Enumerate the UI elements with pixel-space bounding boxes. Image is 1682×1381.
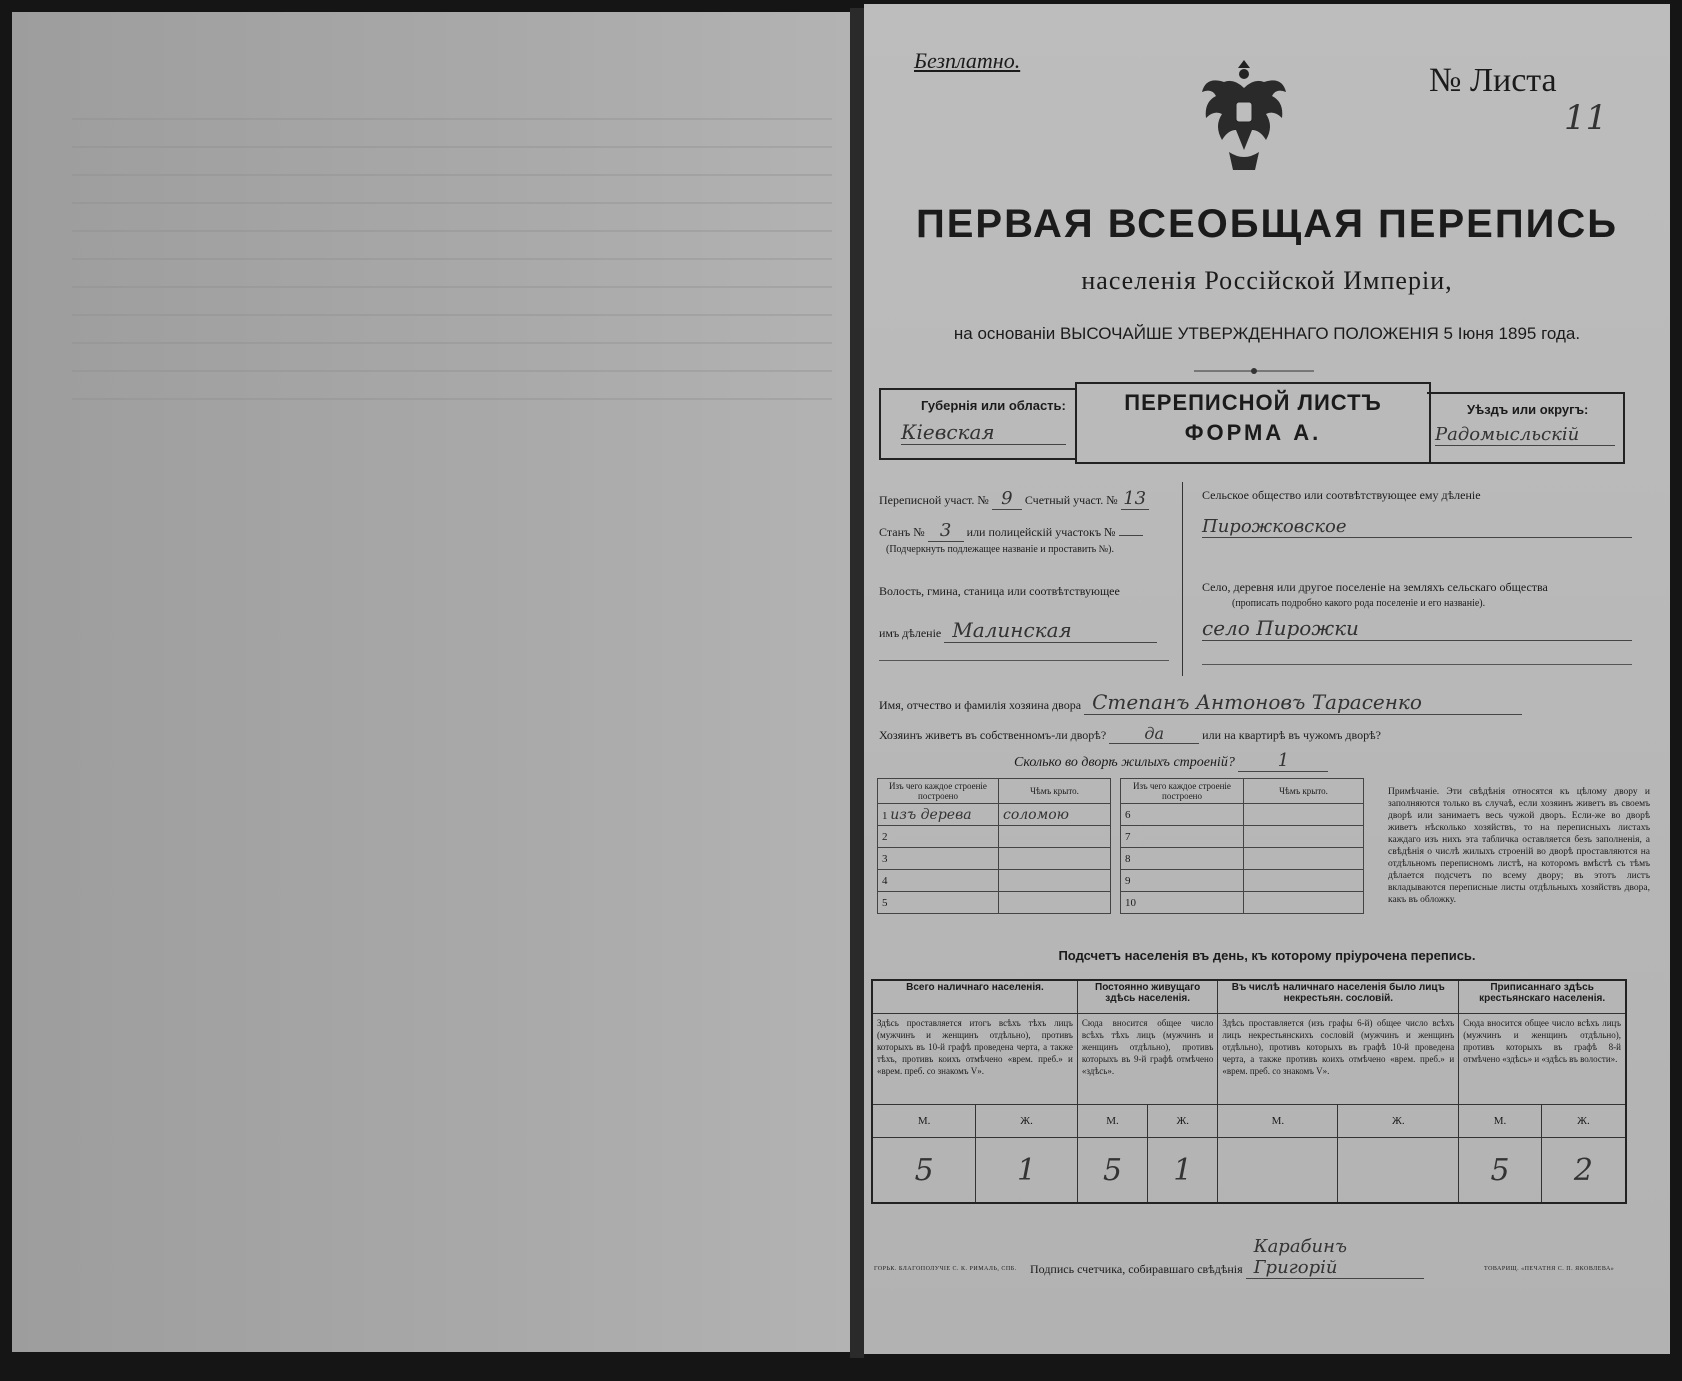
underline-note: (Подчеркнуть подлежащее названіе и проставить №). (886, 544, 1114, 555)
table-row: 3 (878, 848, 1111, 870)
sheet-number-label: № Листа (1429, 62, 1557, 99)
pop-head-3: Въ числѣ наличнаго населенія было лицъ некрестьян. сословій. (1218, 980, 1459, 1014)
village-label: Село, деревня или другое поселеніе на земляхъ сельскаго общества (1202, 580, 1548, 594)
volost-extra-line (879, 660, 1169, 661)
population-title: Подсчетъ населенія въ день, къ которому пріурочена перепись. (1058, 948, 1476, 963)
table-row: 8 (1121, 848, 1364, 870)
volost-label: Волость, гмина, станица или соотвѣтствующее (879, 584, 1120, 598)
gubernia-value: Кіевская (901, 420, 1066, 445)
nonpeasant-male-value (1218, 1138, 1338, 1204)
pop-desc-2: Сюда вносится общее число всѣхъ тѣхъ лицъ (мужчинъ и женщинъ отдѣльно), противъ которыхъ въ 9-й графѣ отмѣчено «здѣсь». (1077, 1014, 1218, 1105)
resident-male-value: 5 (1077, 1138, 1147, 1204)
table-row: 4 (878, 870, 1111, 892)
form-subtitle: населенія Россійской Имперіи, (1081, 266, 1453, 295)
district-line: Переписной участ. № 9 Счетный участ. № 13 (879, 488, 1149, 510)
peasant-female-value: 2 (1541, 1138, 1626, 1204)
yard-line: Хозяинъ живетъ въ собственномъ-ли дворѣ? да или на квартирѣ въ чужомъ дворѣ? (879, 724, 1381, 743)
stan-line: Станъ № 3 или полицейскій участокъ № (879, 520, 1169, 542)
pop-desc-4: Сюда вносится общее число всѣхъ лицъ (мужчинъ и женщинъ отдѣльно), противъ которыхъ въ графѣ 8-й отмѣчено «здѣсь» и «здѣсь въ волости». (1459, 1014, 1626, 1105)
total-male-value: 5 (872, 1138, 976, 1204)
note-text: Примѣчаніе. Эти свѣдѣнія относятся къ цѣлому двору и заполняются только въ случаѣ, если хозяинъ живетъ въ своемъ дворѣ или занимаетъ весь чужой дворъ. Если-же во дворѣ живетъ нѣсколько хозяйствъ, то на переписныхъ листахъ каждаго изъ нихъ эта табличка оставляется безъ заполненія, а свѣдѣнія о числѣ жилыхъ строеній во дворѣ проставляются на отдѣльномъ переписномъ листѣ, на которомъ вмѣстѣ съ тѣмъ дѣлается подсчетъ по всему двору; въ этотъ листъ вкладываются переписные листы отдѣльныхъ хозяйствъ двора, какъ въ обложку. (1388, 787, 1650, 905)
printer-left: ГОРЬК. БЛАГОПОЛУЧІЕ С. К. РИМАЛЬ, СПБ. (874, 1266, 1017, 1272)
table-row: 1 изъ дерева соломою (878, 804, 1111, 826)
village-value: село Пирожки (1202, 616, 1632, 641)
resident-female-value: 1 (1148, 1138, 1218, 1204)
form-name-box: ПЕРЕПИСНОЙ ЛИСТЪ ФОРМА А. (1075, 382, 1431, 464)
table-row: 9 (1121, 870, 1364, 892)
book-spine (850, 8, 864, 1358)
table-row: 2 (878, 826, 1111, 848)
pop-head-2: Постоянно живущаго здѣсь населенія. (1077, 980, 1218, 1014)
double-headed-eagle-icon (1194, 52, 1294, 182)
uezd-box: Уѣздъ или округъ: Радомысльскій (1427, 392, 1625, 464)
sheet-number-value: 11 (1564, 98, 1608, 138)
table-row: 6 (1121, 804, 1364, 826)
form-basis: на основаніи ВЫСОЧАЙШЕ УТВЕРЖДЕННАГО ПОЛОЖЕНІЯ 5 Іюня 1895 года. (953, 324, 1581, 343)
left-page-blank (12, 12, 850, 1352)
signature-value: Карабинъ Григорій (1246, 1236, 1424, 1279)
census-form-page (864, 4, 1670, 1354)
free-label: Безплатно. (914, 48, 1021, 73)
village-note: (прописать подробно какого рода поселеніе и его названіе). (1232, 598, 1486, 609)
form-title: ПЕРВАЯ ВСЕОБЩАЯ ПЕРЕПИСЬ (916, 202, 1618, 246)
society-value: Пирожковское (1202, 516, 1632, 538)
printer-right: ТОВАРИЩ. «ПЕЧАТНЯ С. П. ЯКОВЛЕВА» (1484, 1266, 1615, 1272)
pop-head-4: Приписаннаго здѣсь крестьянскаго населенія. (1459, 980, 1626, 1014)
nonpeasant-female-value (1338, 1138, 1459, 1204)
column-separator (1182, 482, 1183, 676)
table-row: 10 (1121, 892, 1364, 914)
pop-desc-1: Здѣсь проставляется итогъ всѣхъ тѣхъ лицъ (мужчинъ и женщинъ отдѣльно), противъ которыхъ въ 10-й графѣ проведена черта, а также тѣхъ, противъ коихъ отмѣчено «врем. преб.» и «врем. преб. со знакомъ V». (872, 1014, 1077, 1105)
buildings-value: 1 (1238, 750, 1328, 772)
census-district-value: 9 (992, 488, 1022, 510)
volost-line: имъ дѣленіе Малинская (879, 618, 1169, 643)
gubernia-box: Губернія или область: Кіевская (879, 388, 1077, 460)
total-female-value: 1 (976, 1138, 1078, 1204)
pop-desc-3: Здѣсь проставляется (изъ графы 6-й) общее число всѣхъ лицъ некрестьянскихъ сословій (мужчинъ и женщинъ отдѣльно), противъ которыхъ въ графѣ 10-й проведена черта, а также противъ коихъ отмѣчено «врем. преб.» и «врем. преб. со знакомъ V». (1218, 1014, 1459, 1105)
uezd-value: Радомысльскій (1435, 424, 1615, 446)
owner-name-value: Степанъ Антоновъ Тарасенко (1084, 690, 1522, 715)
stan-value: 3 (928, 520, 964, 542)
buildings-table-left: Изъ чего каждое строеніе построено Чѣмъ крыто. 1 изъ дерева соломою 2 3 4 5 (877, 778, 1111, 914)
buildings-table-right: Изъ чего каждое строеніе построено Чѣмъ крыто. 6 7 8 9 10 (1120, 778, 1364, 914)
peasant-male-value: 5 (1459, 1138, 1542, 1204)
volost-value: Малинская (944, 618, 1157, 643)
ornament-divider (1194, 367, 1314, 375)
owner-name-line: Имя, отчество и фамилія хозяина двора Степанъ Антоновъ Тарасенко (879, 690, 1619, 715)
signature-line: Подпись счетчика, собиравшаго свѣдѣнія Карабинъ Григорій (1030, 1236, 1470, 1279)
village-extra-line (1202, 664, 1632, 665)
own-yard-value: да (1109, 724, 1199, 744)
society-line: Сельское общество или соотвѣтствующее ему дѣленіе (1202, 488, 1481, 502)
bleed-through-lines (72, 92, 832, 452)
pop-head-1: Всего наличнаго населенія. (872, 980, 1077, 1014)
buildings-line: Сколько во дворѣ жилыхъ строеній? 1 (1014, 750, 1328, 772)
table-row: 5 (878, 892, 1111, 914)
population-table: Всего наличнаго населенія. Постоянно живущаго здѣсь населенія. Въ числѣ наличнаго населенія было лицъ некрестьян. сословій. Приписаннаго здѣсь крестьянскаго населенія. Здѣсь проставляется итогъ всѣхъ тѣхъ лицъ (мужчинъ и женщинъ отдѣльно), противъ которыхъ въ 10-й графѣ проведена черта, а также тѣхъ, противъ коихъ отмѣчено «врем. преб.» и «врем. преб. со знакомъ V». Сюда вносится общее число всѣхъ тѣхъ лицъ (мужчинъ и женщинъ отдѣльно), противъ которыхъ въ 9-й графѣ отмѣчено «здѣсь». Здѣсь проставляется (изъ графы 6-й) общее число всѣхъ лицъ некрестьянскихъ сословій (мужчинъ и женщинъ отдѣльно), противъ которыхъ въ графѣ 10-й проведена черта, а также противъ коихъ отмѣчено «врем. преб.» и «врем. преб. со знакомъ V». Сюда вносится общее число всѣхъ лицъ (мужчинъ и женщинъ отдѣльно), противъ которыхъ въ графѣ 8-й отмѣчено «здѣсь» и «здѣсь въ волости». М. Ж. М. Ж. М. Ж. М. Ж. 5 1 5 1 5 2 (871, 979, 1627, 1204)
table-row: 7 (1121, 826, 1364, 848)
count-district-value: 13 (1121, 488, 1149, 510)
